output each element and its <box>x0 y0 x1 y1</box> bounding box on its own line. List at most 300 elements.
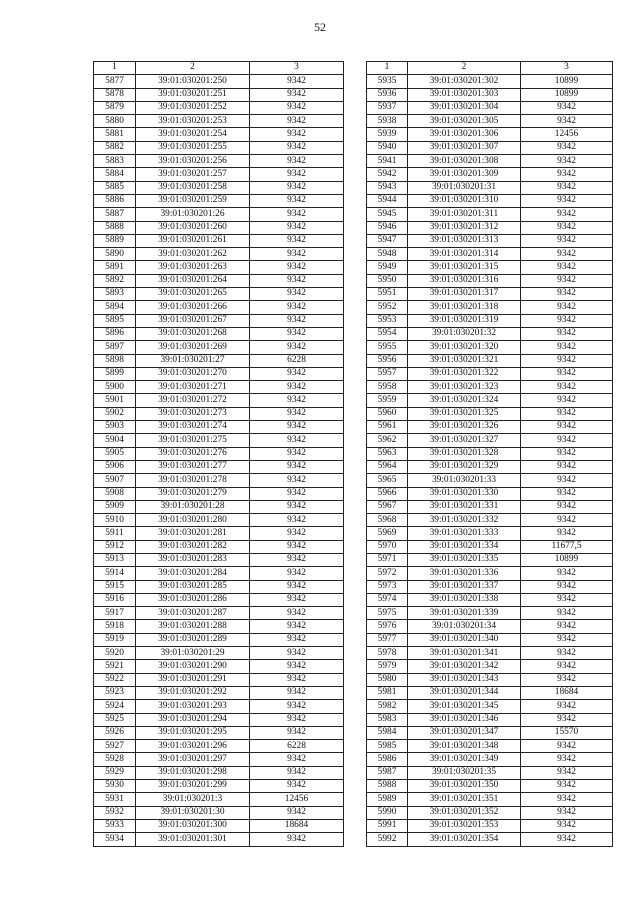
value-cell: 9342 <box>250 673 344 686</box>
cadastral-number-cell: 39:01:030201:354 <box>408 833 521 846</box>
cadastral-number-cell: 39:01:030201:336 <box>408 567 521 580</box>
value-cell: 9342 <box>250 447 344 460</box>
table-row <box>367 367 613 380</box>
value-cell: 9342 <box>521 288 613 301</box>
table-row <box>367 474 613 487</box>
table-row <box>94 567 344 580</box>
row-number-cell: 5930 <box>94 780 136 793</box>
table-row <box>367 726 613 739</box>
value-cell: 9342 <box>250 527 344 540</box>
row-number-cell: 5920 <box>94 647 136 660</box>
cadastral-number-cell: 39:01:030201:285 <box>136 580 250 593</box>
value-cell: 9342 <box>250 327 344 340</box>
cadastral-number-cell: 39:01:030201:347 <box>408 726 521 739</box>
cadastral-number-cell: 39:01:030201:29 <box>136 647 250 660</box>
cadastral-number-cell: 39:01:030201:324 <box>408 394 521 407</box>
cadastral-number-cell: 39:01:030201:254 <box>136 128 250 141</box>
row-number-cell: 5923 <box>94 686 136 699</box>
row-number-cell: 5972 <box>367 567 408 580</box>
table-row <box>94 421 344 434</box>
table-row <box>367 713 613 726</box>
row-number-cell: 5952 <box>367 301 408 314</box>
table-row <box>367 128 613 141</box>
row-number-cell: 5881 <box>94 128 136 141</box>
row-number-cell: 5880 <box>94 115 136 128</box>
row-number-cell: 5982 <box>367 700 408 713</box>
cadastral-number-cell: 39:01:030201:302 <box>408 75 521 88</box>
value-cell: 9342 <box>250 75 344 88</box>
row-number-cell: 5911 <box>94 527 136 540</box>
row-number-cell: 5893 <box>94 288 136 301</box>
row-number-cell: 5931 <box>94 793 136 806</box>
cadastral-number-cell: 39:01:030201:278 <box>136 474 250 487</box>
value-cell: 9342 <box>250 314 344 327</box>
table-row <box>94 819 344 832</box>
table-row <box>94 607 344 620</box>
value-cell: 9342 <box>250 514 344 527</box>
row-number-cell: 5940 <box>367 141 408 154</box>
table-row <box>367 407 613 420</box>
row-number-cell: 5956 <box>367 354 408 367</box>
table-row <box>94 354 344 367</box>
value-cell: 9342 <box>250 394 344 407</box>
value-cell: 9342 <box>521 101 613 114</box>
cadastral-number-cell: 39:01:030201:253 <box>136 115 250 128</box>
cadastral-number-cell: 39:01:030201:26 <box>136 208 250 221</box>
cadastral-number-cell: 39:01:030201:27 <box>136 354 250 367</box>
table-row <box>367 607 613 620</box>
cadastral-number-cell: 39:01:030201:303 <box>408 88 521 101</box>
row-number-cell: 5904 <box>94 434 136 447</box>
value-cell: 9342 <box>521 593 613 606</box>
cadastral-number-cell: 39:01:030201:307 <box>408 141 521 154</box>
table-row <box>94 740 344 753</box>
table-row <box>367 447 613 460</box>
table-row <box>367 527 613 540</box>
table-row <box>367 780 613 793</box>
table-row <box>94 793 344 806</box>
cadastral-number-cell: 39:01:030201:338 <box>408 593 521 606</box>
value-cell: 9342 <box>250 367 344 380</box>
row-number-cell: 5935 <box>367 75 408 88</box>
cadastral-number-cell: 39:01:030201:260 <box>136 221 250 234</box>
value-cell: 9342 <box>521 806 613 819</box>
row-number-cell: 5959 <box>367 394 408 407</box>
row-number-cell: 5886 <box>94 194 136 207</box>
table-row <box>94 780 344 793</box>
cadastral-number-cell: 39:01:030201:342 <box>408 660 521 673</box>
cadastral-number-cell: 39:01:030201:321 <box>408 354 521 367</box>
table-row <box>367 740 613 753</box>
cadastral-number-cell: 39:01:030201:316 <box>408 274 521 287</box>
row-number-cell: 5884 <box>94 168 136 181</box>
value-cell: 10899 <box>521 75 613 88</box>
table-row <box>367 660 613 673</box>
table-row <box>94 248 344 261</box>
cadastral-number-cell: 39:01:030201:298 <box>136 766 250 779</box>
row-number-cell: 5933 <box>94 819 136 832</box>
row-number-cell: 5962 <box>367 434 408 447</box>
cadastral-number-cell: 39:01:030201:349 <box>408 753 521 766</box>
value-cell: 12456 <box>250 793 344 806</box>
table-row <box>367 341 613 354</box>
table-row <box>367 580 613 593</box>
cadastral-number-cell: 39:01:030201:287 <box>136 607 250 620</box>
table-row <box>367 101 613 114</box>
cadastral-number-cell: 39:01:030201:337 <box>408 580 521 593</box>
table-row <box>94 407 344 420</box>
row-number-cell: 5901 <box>94 394 136 407</box>
value-cell: 9342 <box>250 101 344 114</box>
cadastral-number-cell: 39:01:030201:267 <box>136 314 250 327</box>
table-row <box>367 141 613 154</box>
value-cell: 9342 <box>521 155 613 168</box>
row-number-cell: 5961 <box>367 421 408 434</box>
value-cell: 9342 <box>521 833 613 846</box>
value-cell: 9342 <box>250 261 344 274</box>
cadastral-number-cell: 39:01:030201:264 <box>136 274 250 287</box>
cadastral-number-cell: 39:01:030201:348 <box>408 740 521 753</box>
value-cell: 9342 <box>521 766 613 779</box>
value-cell: 9342 <box>521 115 613 128</box>
cadastral-number-cell: 39:01:030201:28 <box>136 500 250 513</box>
table-row <box>367 288 613 301</box>
value-cell: 9342 <box>250 780 344 793</box>
value-cell: 9342 <box>250 168 344 181</box>
value-cell: 9342 <box>250 833 344 846</box>
table-row <box>94 447 344 460</box>
value-cell: 9342 <box>250 194 344 207</box>
cadastral-number-cell: 39:01:030201:311 <box>408 208 521 221</box>
table-row <box>94 500 344 513</box>
value-cell: 9342 <box>250 155 344 168</box>
cadastral-number-cell: 39:01:030201:290 <box>136 660 250 673</box>
row-number-cell: 5960 <box>367 407 408 420</box>
table-row <box>94 474 344 487</box>
row-number-cell: 5916 <box>94 593 136 606</box>
value-cell: 9342 <box>521 141 613 154</box>
table-row <box>94 633 344 646</box>
cadastral-number-cell: 39:01:030201:282 <box>136 540 250 553</box>
table-row <box>94 553 344 566</box>
row-number-cell: 5878 <box>94 88 136 101</box>
cadastral-number-cell: 39:01:030201:277 <box>136 460 250 473</box>
cadastral-number-cell: 39:01:030201:305 <box>408 115 521 128</box>
cadastral-number-cell: 39:01:030201:263 <box>136 261 250 274</box>
table-row <box>94 580 344 593</box>
cadastral-number-cell: 39:01:030201:331 <box>408 500 521 513</box>
cadastral-number-cell: 39:01:030201:256 <box>136 155 250 168</box>
table-row <box>367 88 613 101</box>
column-header-2: 2 <box>136 62 250 75</box>
value-cell: 9342 <box>250 141 344 154</box>
table-row <box>94 194 344 207</box>
cadastral-number-cell: 39:01:030201:350 <box>408 780 521 793</box>
row-number-cell: 5908 <box>94 487 136 500</box>
column-header-1: 1 <box>367 62 408 75</box>
cadastral-number-cell: 39:01:030201:340 <box>408 633 521 646</box>
table-row <box>367 327 613 340</box>
row-number-cell: 5877 <box>94 75 136 88</box>
value-cell: 9342 <box>250 181 344 194</box>
cadastral-number-cell: 39:01:030201:31 <box>408 181 521 194</box>
row-number-cell: 5934 <box>94 833 136 846</box>
value-cell: 9342 <box>521 713 613 726</box>
table-row <box>94 128 344 141</box>
value-cell: 9342 <box>521 620 613 633</box>
value-cell: 9342 <box>250 115 344 128</box>
cadastral-number-cell: 39:01:030201:319 <box>408 314 521 327</box>
value-cell: 9342 <box>250 128 344 141</box>
row-number-cell: 5909 <box>94 500 136 513</box>
table-row <box>94 460 344 473</box>
row-number-cell: 5892 <box>94 274 136 287</box>
row-number-cell: 5917 <box>94 607 136 620</box>
row-number-cell: 5938 <box>367 115 408 128</box>
table-row <box>94 88 344 101</box>
cadastral-number-cell: 39:01:030201:34 <box>408 620 521 633</box>
row-number-cell: 5887 <box>94 208 136 221</box>
row-number-cell: 5906 <box>94 460 136 473</box>
cadastral-number-cell: 39:01:030201:339 <box>408 607 521 620</box>
table-row <box>94 700 344 713</box>
column-header-3: 3 <box>521 62 613 75</box>
value-cell: 10899 <box>521 88 613 101</box>
value-cell: 9342 <box>250 620 344 633</box>
cadastral-number-cell: 39:01:030201:286 <box>136 593 250 606</box>
cadastral-number-cell: 39:01:030201:313 <box>408 234 521 247</box>
column-header-2: 2 <box>408 62 521 75</box>
row-number-cell: 5978 <box>367 647 408 660</box>
cadastral-number-cell: 39:01:030201:3 <box>136 793 250 806</box>
row-number-cell: 5980 <box>367 673 408 686</box>
value-cell: 9342 <box>250 341 344 354</box>
value-cell: 9342 <box>250 660 344 673</box>
table-row <box>367 647 613 660</box>
row-number-cell: 5977 <box>367 633 408 646</box>
table-row <box>94 660 344 673</box>
row-number-cell: 5984 <box>367 726 408 739</box>
row-number-cell: 5967 <box>367 500 408 513</box>
table-header-row <box>94 62 344 75</box>
table-row <box>94 341 344 354</box>
table-row <box>94 381 344 394</box>
row-number-cell: 5943 <box>367 181 408 194</box>
cadastral-number-cell: 39:01:030201:255 <box>136 141 250 154</box>
cadastral-number-cell: 39:01:030201:309 <box>408 168 521 181</box>
row-number-cell: 5885 <box>94 181 136 194</box>
row-number-cell: 5890 <box>94 248 136 261</box>
table-row <box>367 753 613 766</box>
table-row <box>94 753 344 766</box>
row-number-cell: 5879 <box>94 101 136 114</box>
value-cell: 9342 <box>521 367 613 380</box>
row-number-cell: 5975 <box>367 607 408 620</box>
value-cell: 9342 <box>521 474 613 487</box>
table-row <box>94 620 344 633</box>
cadastral-number-cell: 39:01:030201:275 <box>136 434 250 447</box>
row-number-cell: 5928 <box>94 753 136 766</box>
table-row <box>94 234 344 247</box>
cadastral-number-cell: 39:01:030201:306 <box>408 128 521 141</box>
table-row <box>367 434 613 447</box>
table-row <box>367 514 613 527</box>
table-row <box>94 208 344 221</box>
cadastral-number-cell: 39:01:030201:346 <box>408 713 521 726</box>
cadastral-number-cell: 39:01:030201:328 <box>408 447 521 460</box>
value-cell: 9342 <box>521 407 613 420</box>
cadastral-number-cell: 39:01:030201:270 <box>136 367 250 380</box>
table-row <box>367 221 613 234</box>
value-cell: 9342 <box>521 780 613 793</box>
row-number-cell: 5974 <box>367 593 408 606</box>
value-cell: 9342 <box>250 487 344 500</box>
cadastral-number-cell: 39:01:030201:326 <box>408 421 521 434</box>
cadastral-number-cell: 39:01:030201:314 <box>408 248 521 261</box>
row-number-cell: 5976 <box>367 620 408 633</box>
value-cell: 9342 <box>521 301 613 314</box>
row-number-cell: 5949 <box>367 261 408 274</box>
table-row <box>94 261 344 274</box>
cadastral-number-cell: 39:01:030201:335 <box>408 553 521 566</box>
table-row <box>94 101 344 114</box>
page-number: 52 <box>314 20 326 34</box>
table-row <box>367 793 613 806</box>
value-cell: 9342 <box>250 647 344 660</box>
row-number-cell: 5918 <box>94 620 136 633</box>
registry-table-right <box>366 61 613 847</box>
value-cell: 9342 <box>250 248 344 261</box>
table-row <box>94 713 344 726</box>
value-cell: 9342 <box>521 660 613 673</box>
value-cell: 15570 <box>521 726 613 739</box>
row-number-cell: 5912 <box>94 540 136 553</box>
value-cell: 9342 <box>250 234 344 247</box>
cadastral-number-cell: 39:01:030201:271 <box>136 381 250 394</box>
cadastral-number-cell: 39:01:030201:297 <box>136 753 250 766</box>
value-cell: 9342 <box>521 487 613 500</box>
row-number-cell: 5945 <box>367 208 408 221</box>
table-row <box>367 673 613 686</box>
value-cell: 9342 <box>521 740 613 753</box>
table-row <box>94 274 344 287</box>
value-cell: 9342 <box>521 647 613 660</box>
row-number-cell: 5897 <box>94 341 136 354</box>
row-number-cell: 5891 <box>94 261 136 274</box>
cadastral-number-cell: 39:01:030201:343 <box>408 673 521 686</box>
value-cell: 9342 <box>250 713 344 726</box>
table-header-row <box>367 62 613 75</box>
row-number-cell: 5954 <box>367 327 408 340</box>
table-row <box>94 766 344 779</box>
cadastral-number-cell: 39:01:030201:312 <box>408 221 521 234</box>
table-row <box>94 833 344 846</box>
cadastral-number-cell: 39:01:030201:293 <box>136 700 250 713</box>
value-cell: 9342 <box>521 633 613 646</box>
table-row <box>94 593 344 606</box>
value-cell: 9342 <box>250 553 344 566</box>
row-number-cell: 5896 <box>94 327 136 340</box>
cadastral-number-cell: 39:01:030201:308 <box>408 155 521 168</box>
table-row <box>94 367 344 380</box>
cadastral-number-cell: 39:01:030201:279 <box>136 487 250 500</box>
row-number-cell: 5948 <box>367 248 408 261</box>
row-number-cell: 5889 <box>94 234 136 247</box>
cadastral-number-cell: 39:01:030201:330 <box>408 487 521 500</box>
cadastral-number-cell: 39:01:030201:259 <box>136 194 250 207</box>
table-row <box>367 620 613 633</box>
row-number-cell: 5985 <box>367 740 408 753</box>
value-cell: 9342 <box>521 168 613 181</box>
row-number-cell: 5924 <box>94 700 136 713</box>
table-row <box>94 527 344 540</box>
cadastral-number-cell: 39:01:030201:276 <box>136 447 250 460</box>
table-row <box>367 301 613 314</box>
value-cell: 9342 <box>250 421 344 434</box>
row-number-cell: 5964 <box>367 460 408 473</box>
value-cell: 9342 <box>250 580 344 593</box>
value-cell: 12456 <box>521 128 613 141</box>
row-number-cell: 5968 <box>367 514 408 527</box>
value-cell: 9342 <box>521 314 613 327</box>
cadastral-number-cell: 39:01:030201:310 <box>408 194 521 207</box>
value-cell: 9342 <box>250 726 344 739</box>
table-row <box>367 487 613 500</box>
cadastral-number-cell: 39:01:030201:257 <box>136 168 250 181</box>
table-row <box>94 301 344 314</box>
table-row <box>94 141 344 154</box>
row-number-cell: 5919 <box>94 633 136 646</box>
row-number-cell: 5953 <box>367 314 408 327</box>
value-cell: 9342 <box>250 567 344 580</box>
cadastral-number-cell: 39:01:030201:327 <box>408 434 521 447</box>
cadastral-number-cell: 39:01:030201:295 <box>136 726 250 739</box>
cadastral-number-cell: 39:01:030201:266 <box>136 301 250 314</box>
value-cell: 9342 <box>250 593 344 606</box>
row-number-cell: 5990 <box>367 806 408 819</box>
value-cell: 10899 <box>521 553 613 566</box>
value-cell: 9342 <box>250 288 344 301</box>
value-cell: 9342 <box>521 208 613 221</box>
table-row <box>367 567 613 580</box>
cadastral-number-cell: 39:01:030201:265 <box>136 288 250 301</box>
value-cell: 9342 <box>521 673 613 686</box>
cadastral-number-cell: 39:01:030201:291 <box>136 673 250 686</box>
row-number-cell: 5895 <box>94 314 136 327</box>
table-row <box>367 766 613 779</box>
row-number-cell: 5958 <box>367 381 408 394</box>
row-number-cell: 5926 <box>94 726 136 739</box>
row-number-cell: 5941 <box>367 155 408 168</box>
cadastral-number-cell: 39:01:030201:30 <box>136 806 250 819</box>
row-number-cell: 5947 <box>367 234 408 247</box>
table-row <box>94 221 344 234</box>
row-number-cell: 5966 <box>367 487 408 500</box>
value-cell: 9342 <box>521 394 613 407</box>
value-cell: 9342 <box>521 234 613 247</box>
cadastral-number-cell: 39:01:030201:323 <box>408 381 521 394</box>
value-cell: 9342 <box>521 700 613 713</box>
cadastral-number-cell: 39:01:030201:320 <box>408 341 521 354</box>
row-number-cell: 5914 <box>94 567 136 580</box>
row-number-cell: 5927 <box>94 740 136 753</box>
cadastral-number-cell: 39:01:030201:325 <box>408 407 521 420</box>
value-cell: 18684 <box>250 819 344 832</box>
row-number-cell: 5925 <box>94 713 136 726</box>
cadastral-number-cell: 39:01:030201:318 <box>408 301 521 314</box>
cadastral-number-cell: 39:01:030201:304 <box>408 101 521 114</box>
cadastral-number-cell: 39:01:030201:329 <box>408 460 521 473</box>
